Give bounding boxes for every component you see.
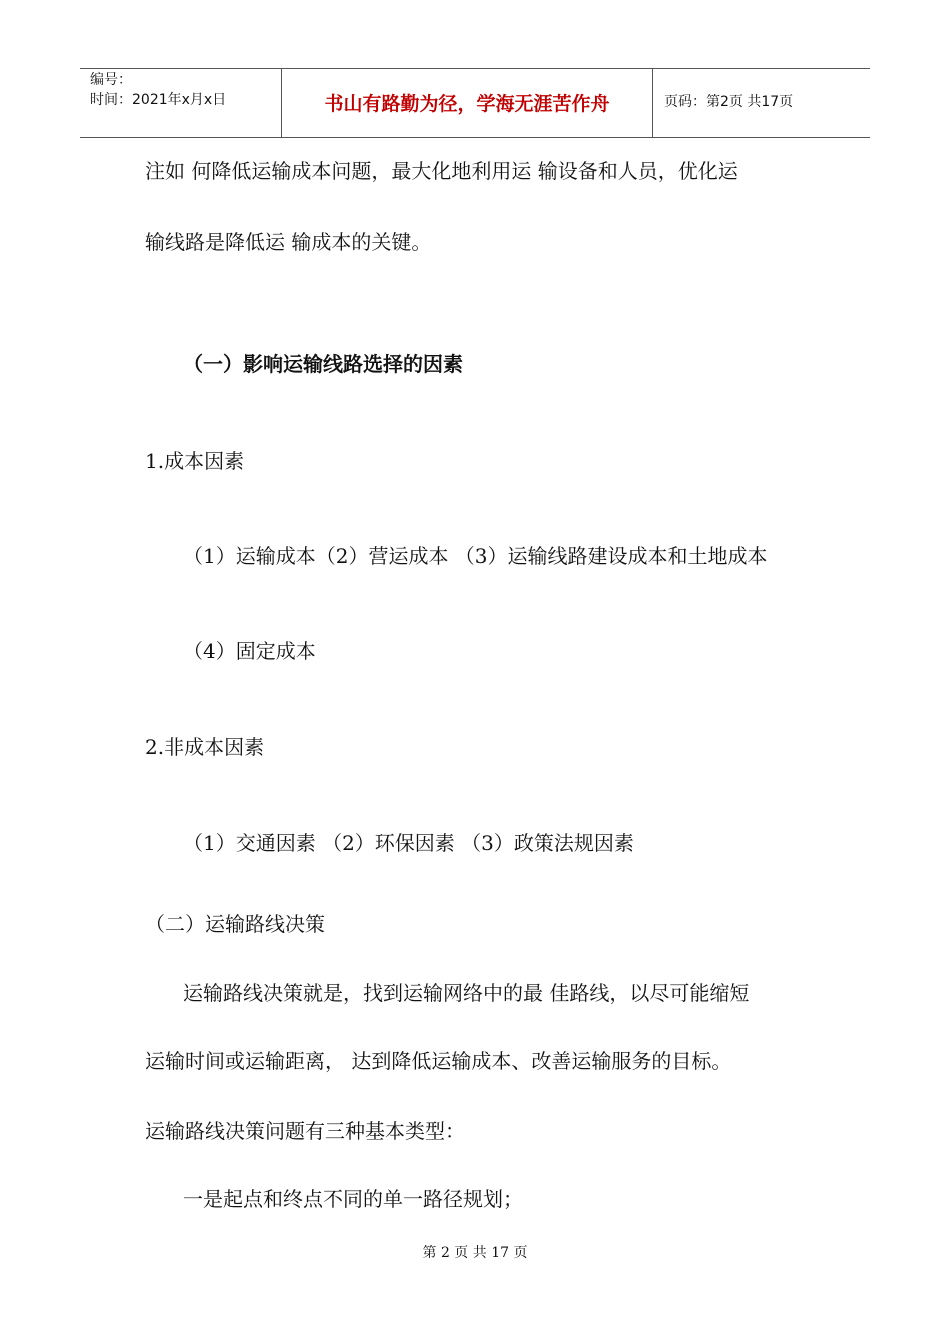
- document-number-label: 编号：: [90, 72, 132, 88]
- header-info-cell: [80, 69, 280, 137]
- page-footer: 第 2 页 共 17 页: [422, 1245, 528, 1261]
- header-motto-cell: [281, 69, 653, 137]
- body-paragraph-line: （1）交通因素 （2）环保因素 （3）政策法规因素: [183, 831, 634, 855]
- document-time-label: 时间：2021年x月x日: [90, 92, 227, 108]
- body-paragraph-line: 运输时间或运输距离， 达到降低运输成本、改善运输服务的目标。: [145, 1049, 732, 1073]
- body-paragraph-line: （4）固定成本: [183, 639, 316, 663]
- header-page-info: 页码：第2页 共17页: [664, 94, 794, 110]
- body-paragraph-line: 一是起点和终点不同的单一路径规划；: [183, 1187, 523, 1211]
- header-motto: 书山有路勤为径，学海无涯苦作舟: [324, 93, 610, 115]
- body-paragraph-line: （1）运输成本（2）营运成本 （3）运输线路建设成本和土地成本: [183, 544, 768, 568]
- body-paragraph-line: 输线路是降低运 输成本的关键。: [145, 230, 432, 254]
- body-paragraph-line: 注如 何降低运输成本问题，最大化地利用运 输设备和人员，优化运: [145, 159, 738, 183]
- body-paragraph-line: 运输路线决策问题有三种基本类型：: [145, 1119, 465, 1143]
- header-page-cell: [652, 69, 870, 137]
- subsection-heading: 2.非成本因素: [145, 735, 265, 759]
- section-heading: （二）运输路线决策: [145, 912, 325, 936]
- section-heading: （一）影响运输线路选择的因素: [183, 352, 463, 376]
- page-header: [80, 68, 870, 138]
- body-paragraph-line: 运输路线决策就是，找到运输网络中的最 佳路线，以尽可能缩短: [183, 981, 750, 1005]
- subsection-heading: 1.成本因素: [145, 449, 245, 473]
